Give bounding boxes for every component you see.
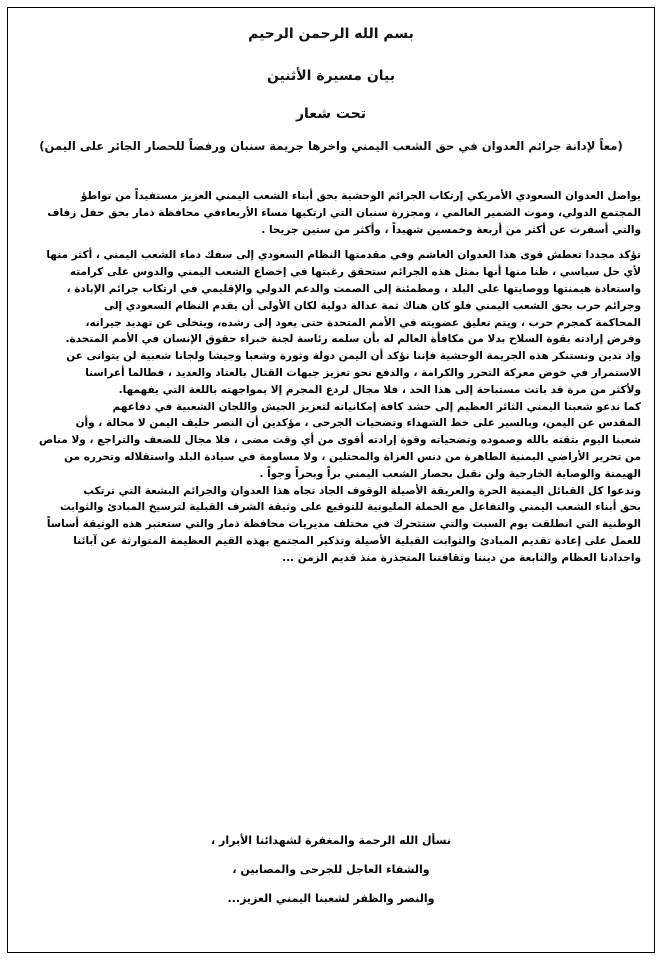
body-line: المجتمع الدولي، وموت الضمير العالمي ، ومجزرة سنبان التي ارتكبها مساء الأربعاءفي محافظة ذمار بحق حفل زفاف: [47, 206, 641, 219]
slogan-heading: تحت شعار: [295, 106, 367, 122]
paragraph-2: [21, 247, 641, 566]
body-line: ولأكثر من مرة قد باتت مستباحة إلى هذا الحد ، فلا مجال لردع المجرم إلا بمواجهته باللغة التي يفهمها.: [118, 383, 641, 396]
paragraph-1: [21, 188, 641, 238]
body-line: تؤكد مجددا تعطش قوى هذا العدوان الغاشم وفي مقدمتها النظام السعودي إلى سفك دماء الشعب اليمني ، أكثر منها: [46, 249, 641, 262]
body-line: وندعوا كل القبائل اليمنية الحرة والعريقة الأصيلة الوقوف الجاد تجاه هذا العدوان والجرائم البشعة التي ترتكب: [83, 484, 641, 497]
closing-line: والنصر والظفر لشعبنا اليمني العزيز...: [227, 892, 435, 905]
body-line: المحاكمة كمجرم حرب ، ويتم تعليق عضويته في الأمم المتحدة حتى يعود إلى رشده، ويتخلى عن تهديد جيرانه،: [85, 316, 641, 329]
statement-body: [21, 188, 641, 567]
body-line: وفرض إرادته بقوة السلاح بدلا من مكافأة العالم له بأن سلمه رئاسة لجنة خبراء حقوق الإنسان في الأمم المتحدة.: [65, 333, 641, 346]
closing-line: نسأل الله الرحمة والمغفرة لشهدائنا الأبرار ،: [210, 834, 451, 847]
body-line: الهيمنة والوصاية الخارجية ولن نقبل بحصار الشعب اليمني براً وبحراً وجواً .: [259, 467, 641, 480]
body-line: واستعادة هيمنتها ووصايتها على البلد ، ومطمئنة إلى الصمت والدعم الدولي والإقليمي في ارتكاب جرائم الإبادة ،: [66, 282, 641, 295]
closing-line: والشفاء العاجل للجرحى والمصابين ،: [232, 863, 430, 876]
body-line: لأي حل سياسي ، ظنا منها أنها بمثل هذه الجرائم ستحقق رغبتها في إخضاع الشعب اليمني والدوس على كرامته: [69, 266, 641, 279]
body-line: يواصل العدوان السعودي الأمريكي إرتكاب الجرائم الوحشية بحق أبناء الشعب اليمني العزيز مستفيداً من تواطؤ: [80, 190, 641, 202]
body-line: بحق أبناء الشعب اليمني والتفاعل مع الحملة المليونية للتوقيع على وثيقة الشرف القبلية لترسيخ المبادئ والثوابت: [59, 501, 641, 514]
body-line: الوطنية التي انطلقت يوم السبت والتي ستتحرك في مختلف مديريات محافظة ذمار والتي ستعتبر هذه الوثيقة أساساً: [46, 518, 641, 531]
body-line: من تحرير الأراضي اليمنية الطاهرة من دنس الغزاة والمحتلين ، ولا مساومة في سيادة البلد واستقلاله وتحرره من: [64, 450, 641, 463]
body-line: للعمل على إعادة تقديم المبادئ والثوابت القبلية الأصيلة وتذكير المجتمع بهذه القيم العظيمة المتوارثة عن آبائنا: [73, 534, 641, 547]
body-line: واجدادنا العظام والنابعة من ديننا وثقافتنا المتجذرة منذ قديم الزمن ...: [282, 551, 641, 564]
body-line: وإذ ندين ونستنكر هذه الجريمة الوحشية فإننا نؤكد أن اليمن دولة وثورة وشعبا وجيشا ولجانا شعبية لن يتوانى عن: [66, 350, 641, 363]
basmala: بسم الله الرحمن الرحيم: [248, 26, 414, 42]
closing-prayers: [21, 826, 641, 913]
body-line: والتي أسفرت عن أكثر من أربعة وخمسين شهيداً ، وأكثر من ستين جريحا .: [261, 223, 641, 236]
body-line: كما ندعو شعبنا اليمني الثائر العظيم إلى حشد كافة إمكانياته لتعزيز الجيش واللجان الشعبية في دفاعهم: [112, 400, 641, 413]
body-line: شعبنا اليوم بثقته بالله وصموده وتضحياته وقوة إرادته أقوى من أي وقت مضى ، فلا مجال للضعف والتراجع ، ولا مناص: [38, 434, 641, 447]
body-line: الاستمرار في خوض معركة التحرر والكرامة ، والدفع نحو تعزيز جبهات القتال بالعتاد والعديد ، فطالما أعراسنا: [85, 366, 641, 379]
body-line: المقدس عن اليمن، وبالسير على خط الشهداء وتضحيات الجرحى ، مؤكدين أن النصر حليف اليمن لا محالة ، وأن: [75, 417, 641, 430]
body-line: وجرائم حرب بحق الشعب اليمني فلو كان هناك ثمة عدالة دولية لكان الأولى أن يقدم النظام السعودي إلى: [103, 299, 641, 312]
document-frame: [7, 7, 655, 953]
statement-title: بيان مسيرة الأثنين: [266, 68, 396, 84]
slogan-text: (معاً لإدانة جرائم العدوان في حق الشعب اليمني واخرها جريمة سنبان ورفضاً للحصار الجائر على اليمن): [39, 139, 623, 153]
